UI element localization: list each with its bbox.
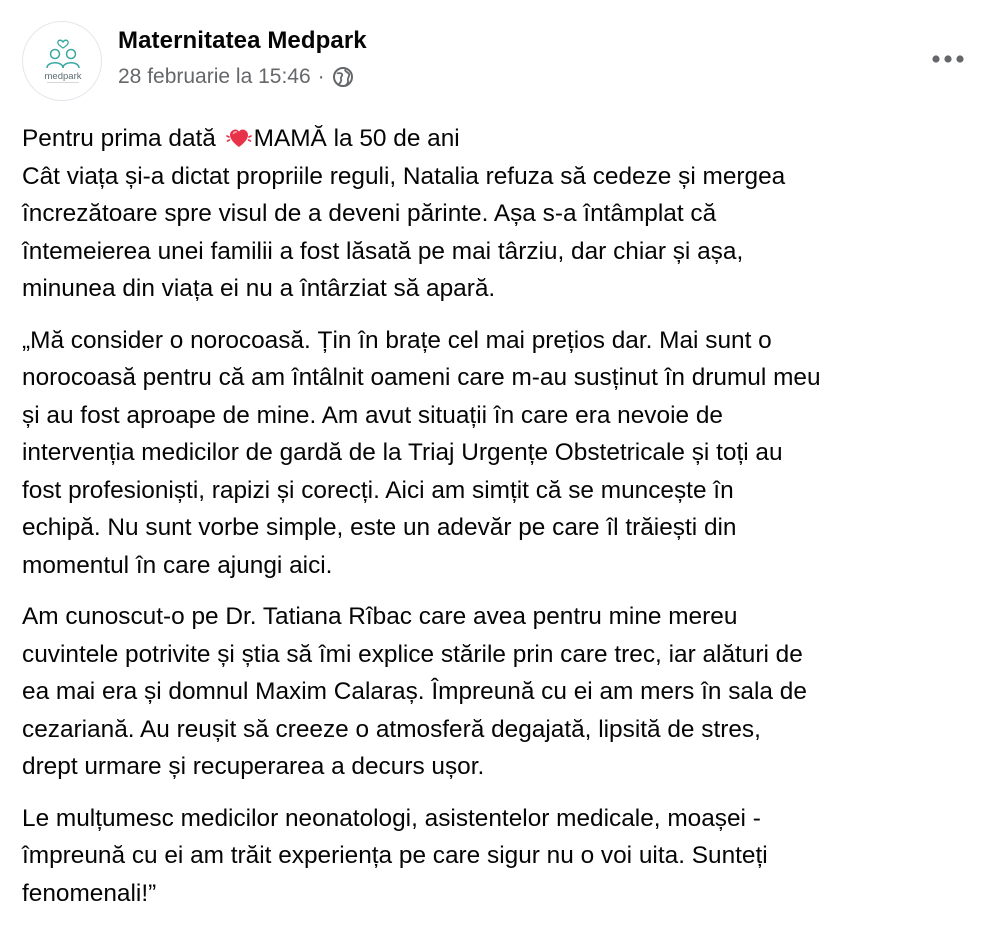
page-avatar[interactable]: [22, 21, 102, 101]
post-paragraph-2: „Mă consider o norocoasă. Țin în brațe cel mai prețios dar. Mai sunt o norocoasă pentru că am întâlnit oameni care m-au susținut în drumul meu și au fost aproape de mine. Am avut situații în care era nevoie de intervenția medicilor de gardă de la Triaj Urgențe Obstetricale și toți au fost profesioniști, rapizi și corecți. Aici am simțit că se muncește în echipă. Nu sunt vorbe simple, este un adevăr pe care îl trăiești din momentul în care ajungi aici.: [22, 326, 821, 579]
post-title-start: Pentru prima dată: [22, 125, 223, 152]
logo-text: medpark: [44, 71, 82, 82]
post-body: [22, 120, 972, 926]
family-heart-logo-icon: [23, 22, 102, 101]
globe-icon[interactable]: [332, 66, 354, 88]
meta-separator: ·: [317, 65, 325, 88]
page-name-link[interactable]: Maternitatea Medpark: [118, 27, 367, 54]
post-header: [22, 21, 968, 113]
post-paragraph: [22, 120, 972, 308]
post-title-end: MAMĂ la 50 de ani: [253, 125, 460, 152]
more-horizontal-icon: [931, 54, 965, 64]
more-options-button[interactable]: [928, 41, 968, 77]
post-paragraph-1: Cât viața și-a dictat propriile reguli, Natalia refuza să cedeze și mergea încrezătoare spre visul de a deveni părinte. Așa s-a întâmplat că întemeierea unei familii a fost lăsată pe mai târziu, dar chiar și așa, minunea din viața ei nu a întârziat să apară.: [22, 162, 786, 302]
post-paragraph-4: Le mulțumesc medicilor neonatologi, asistentelor medicale, moașei - împreună cu ei am trăit experiența pe care sigur nu o voi uita. Sunteți fenomenali!”: [22, 804, 768, 907]
post-timestamp[interactable]: 28 februarie la 15:46: [118, 65, 311, 88]
post-meta: [118, 65, 354, 89]
post-paragraph-3: Am cunoscut-o pe Dr. Tatiana Rîbac care avea pentru mine mereu cuvintele potrivite și știa să îmi explice stările prin care trec, iar alături de ea mai era și domnul Maxim Calaraș. Împreună cu ei am mers în sala de cezariană. Au reușit să creeze o atmosferă degajată, lipsită de stres, drept urmare și recuperarea a decurs ușor.: [22, 603, 807, 780]
beating-heart-icon: [225, 124, 253, 152]
